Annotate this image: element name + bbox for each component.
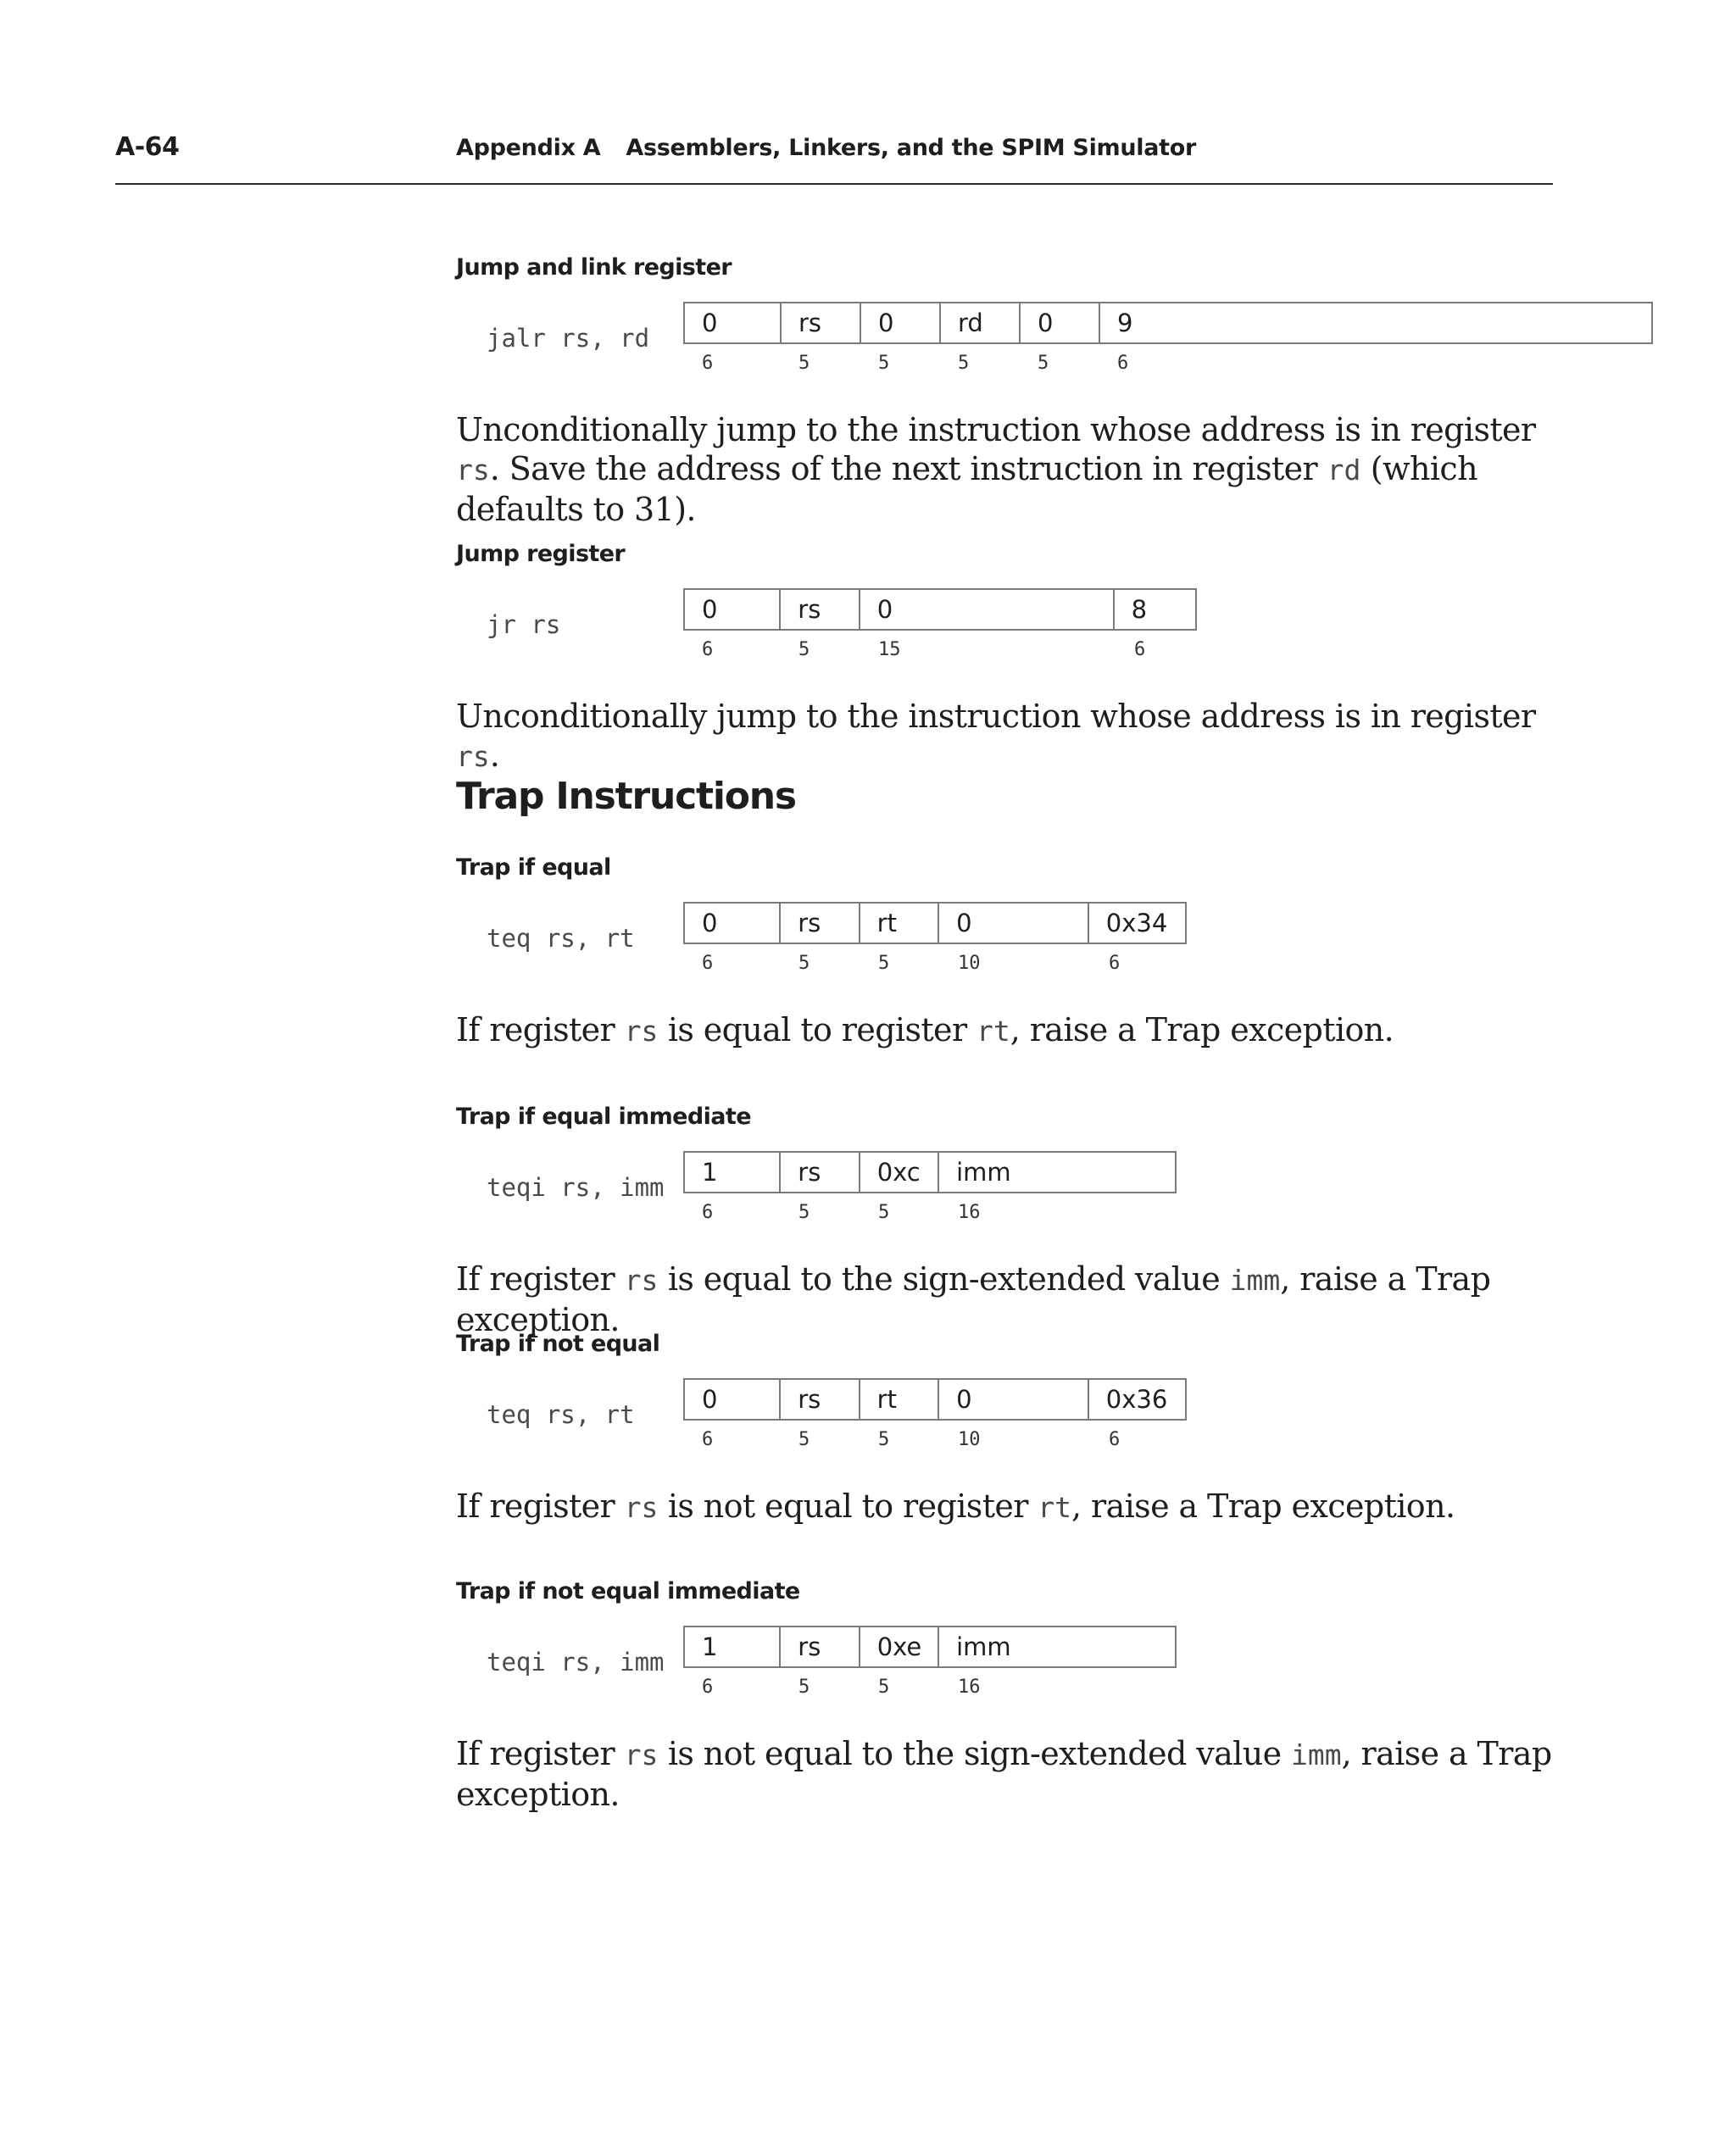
running-head [456,135,1196,161]
bit-width: 5 [878,953,890,974]
bit-width: 10 [958,1429,981,1450]
encoding-field: 1 [685,1627,781,1666]
immediate-code: imm [1290,1738,1342,1771]
bit-width: 5 [798,953,810,974]
register-code: rs [456,740,490,773]
encoding-field: 0 [685,904,781,943]
instruction-syntax: jalr rs, rd [487,324,650,353]
bit-width: 5 [798,1677,810,1698]
bit-width: 6 [702,953,714,974]
encoding-diagram [683,902,1187,944]
bit-width: 5 [958,353,970,374]
register-code: rs [624,1738,659,1771]
bit-width: 15 [878,639,901,660]
encoding-field: rs [781,1627,860,1666]
bit-width: 5 [798,639,810,660]
bit-width: 10 [958,953,981,974]
encoding-field: 0 [685,1380,781,1419]
bit-widths [683,1202,1277,1227]
bit-width: 5 [878,353,890,374]
encoding-diagram [683,1151,1177,1193]
instruction-title: Trap if equal [456,854,611,881]
instruction-description: If register rs is not equal to register rt, raise a Trap exception. [456,1488,1455,1525]
encoding-field: 0xc [860,1153,939,1192]
encoding-field: imm [956,1632,1011,1661]
encoding-field: 8 [1131,595,1148,624]
encoding-field: 0 [939,1380,1089,1419]
bit-width: 6 [702,353,714,374]
bit-width: 5 [878,1202,890,1223]
bit-width: 6 [1117,353,1129,374]
instruction-syntax: jr rs [487,610,561,639]
register-code: rs [624,1015,659,1048]
bit-width: 6 [1134,639,1146,660]
encoding-field: rt [860,904,939,943]
encoding-diagram [683,1626,1177,1668]
bit-width: 16 [958,1202,981,1223]
instruction-syntax: teqi rs, imm [487,1648,665,1677]
running-header [115,129,1553,185]
encoding-field: 0 [860,590,1115,629]
encoding-field: rs [781,1380,860,1419]
instruction-title: Trap if not equal [456,1331,660,1357]
bit-width: 5 [798,353,810,374]
encoding-field: 0xe [860,1627,939,1666]
bit-width: 6 [702,1677,714,1698]
instruction-description: Unconditionally jump to the instruction whose address is in register rs. [456,698,1536,774]
bit-width: 6 [702,1202,714,1223]
encoding-field: rs [781,1153,860,1192]
encoding-field: 0x34 [1105,909,1168,937]
encoding-field: rt [860,1380,939,1419]
instruction-description: If register rs is not equal to the sign-extended value imm, raise a Trap exception. [456,1735,1552,1813]
instruction-syntax: teq rs, rt [487,924,635,953]
instruction-title: Trap if not equal immediate [456,1578,800,1604]
bit-width: 5 [1038,353,1049,374]
chapter-title: Assemblers, Linkers, and the SPIM Simulator [626,135,1197,161]
bit-widths [683,953,1277,978]
bit-width: 6 [1109,953,1121,974]
instruction-title: Trap if equal immediate [456,1104,751,1130]
encoding-diagram [683,588,1197,631]
encoding-field: 0 [1021,303,1100,342]
bit-width: 5 [798,1429,810,1450]
instruction-title: Jump and link register [456,254,732,281]
encoding-field: 0 [939,904,1089,943]
immediate-code: imm [1229,1264,1281,1297]
section-title: Trap Instructions [456,775,796,818]
encoding-field: 9 [1117,309,1133,337]
encoding-field: 0 [685,303,782,342]
encoding-field: rd [941,303,1021,342]
instruction-syntax: teq rs, rt [487,1400,635,1429]
encoding-field: 0 [861,303,941,342]
bit-width: 6 [1109,1429,1121,1450]
instruction-description: If register rs is equal to the sign-extended value imm, raise a Trap exception. [456,1260,1491,1338]
bit-width: 16 [958,1677,981,1698]
encoding-field: 0 [685,590,781,629]
bit-width: 5 [798,1202,810,1223]
bit-width: 5 [878,1429,890,1450]
encoding-diagram [683,302,1653,344]
encoding-field: rs [781,590,860,629]
instruction-description: Unconditionally jump to the instruction whose address is in register rs. Save the address of the next instruction in register rd (which defaults to 31). [456,411,1536,528]
page-number: A-64 [115,132,180,162]
register-code: rs [456,453,490,487]
register-code: rs [624,1491,659,1524]
register-code: rt [976,1015,1010,1048]
bit-width: 6 [702,1429,714,1450]
appendix-label: Appendix A [456,135,601,161]
bit-width: 6 [702,639,714,660]
bit-widths [683,1429,1277,1454]
encoding-field: rs [782,303,861,342]
register-code: rs [624,1264,659,1297]
encoding-field: 1 [685,1153,781,1192]
register-code: rt [1038,1491,1072,1524]
instruction-syntax: teqi rs, imm [487,1173,665,1202]
bit-width: 5 [878,1677,890,1698]
encoding-field: 0x36 [1105,1385,1168,1414]
encoding-field: imm [956,1158,1011,1187]
bit-widths [683,353,1277,378]
instruction-title: Jump register [456,541,626,567]
register-code: rd [1327,453,1361,487]
encoding-field: rs [781,904,860,943]
encoding-diagram [683,1378,1187,1421]
bit-widths [683,639,1277,665]
instruction-description: If register rs is equal to register rt, raise a Trap exception. [456,1011,1394,1048]
bit-widths [683,1677,1277,1702]
